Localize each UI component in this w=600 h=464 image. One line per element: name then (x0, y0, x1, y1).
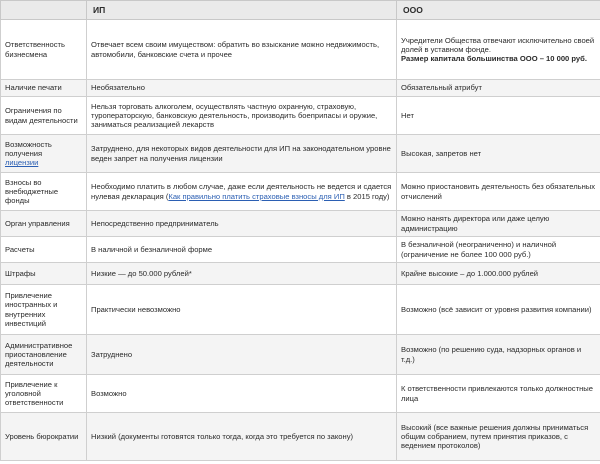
license-link[interactable]: лицензии (5, 158, 39, 168)
row-label: Привлечение иностранных и внутренних инвестиций (1, 285, 87, 335)
ooo-cell: Возможно (по решению суда, надзорных органов и т.д.) (397, 335, 600, 375)
ip-text-post: в 2015 году) (344, 191, 390, 201)
row-label-text: Возможность получения (5, 139, 52, 158)
table-row (1, 80, 600, 97)
row-label: Наличие печати (1, 80, 87, 97)
table-row (1, 173, 600, 211)
row-label: Орган управления (1, 211, 87, 237)
ip-cell: Низкие — до 50.000 рублей* (87, 263, 397, 285)
row-label: Уровень бюрократии (1, 413, 87, 461)
ip-cell: Нельзя торговать алкоголем, осуществлять частную охранную, страховую, туроператорскую, банковскую деятельность, производить боеприпасы и оружие, заниматься реализацией лекарств (87, 97, 397, 135)
ooo-cell: Можно нанять директора или даже целую администрацию (397, 211, 600, 237)
table-row (1, 285, 600, 335)
header-criteria (1, 1, 87, 20)
ooo-cell: К ответственности привлекаются только должностные лица (397, 375, 600, 413)
header-row (1, 1, 600, 20)
ip-cell: Возможно (87, 375, 397, 413)
ooo-cell: Обязательный атрибут (397, 80, 600, 97)
ooo-cell: Высокая, запретов нет (397, 135, 600, 173)
ip-cell (87, 173, 397, 211)
table-row (1, 211, 600, 237)
table-row (1, 237, 600, 263)
table-row (1, 97, 600, 135)
ip-cell: Низкий (документы готовятся только тогда, когда это требуется по закону) (87, 413, 397, 461)
ooo-cell: В безналичной (неограниченно) и наличной (ограничение не более 100 000 руб.) (397, 237, 600, 263)
row-label: Административное приостановление деятельности (1, 335, 87, 375)
ooo-capital-note: Размер капитала большинства ООО – 10 000 руб. (401, 54, 587, 64)
ooo-cell: Можно приостановить деятельность без обязательных отчислений (397, 173, 600, 211)
ip-cell: Затруднено, для некоторых видов деятельности для ИП на законодательном уровне веден запрет на получения лицензии (87, 135, 397, 173)
ooo-cell: Нет (397, 97, 600, 135)
ip-cell: Отвечает всем своим имуществом: обратить во взыскание можно недвижимость, автомобили, банковские счета и прочее (87, 20, 397, 80)
table-row (1, 413, 600, 461)
insurance-contributions-link[interactable]: Как правильно платить страховые взносы для ИП (168, 191, 345, 201)
ooo-text: Учредители Общества отвечают исключительно своей долей в уставном фонде. (401, 35, 595, 54)
row-label: Ответственность бизнесмена (1, 20, 87, 80)
table-row (1, 375, 600, 413)
row-label: Привлечение к уголовной ответственности (1, 375, 87, 413)
ip-text-pre: Необходимо платить в любом случае, даже если деятельность не ведется и сдается нулевая декларация ( (91, 182, 392, 201)
ip-cell: Затруднено (87, 335, 397, 375)
ip-cell: В наличной и безналичной форме (87, 237, 397, 263)
row-label (1, 135, 87, 173)
table-row (1, 263, 600, 285)
ip-cell: Практически невозможно (87, 285, 397, 335)
row-label: Штрафы (1, 263, 87, 285)
table-row (1, 335, 600, 375)
header-ooo: ООО (397, 1, 600, 20)
row-label: Взносы во внебюджетные фонды (1, 173, 87, 211)
header-ip: ИП (87, 1, 397, 20)
ip-cell: Непосредственно предприниматель (87, 211, 397, 237)
table-row (1, 20, 600, 80)
table-row (1, 135, 600, 173)
ip-cell: Необязательно (87, 80, 397, 97)
ooo-cell: Высокий (все важные решения должны приниматься общим собранием, путем принятия приказов, с ведением протоколов) (397, 413, 600, 461)
ooo-cell: Возможно (всё зависит от уровня развития компании) (397, 285, 600, 335)
row-label: Расчеты (1, 237, 87, 263)
ooo-cell (397, 20, 600, 80)
ooo-cell: Крайне высокие – до 1.000.000 рублей (397, 263, 600, 285)
row-label: Ограничения по видам деятельности (1, 97, 87, 135)
